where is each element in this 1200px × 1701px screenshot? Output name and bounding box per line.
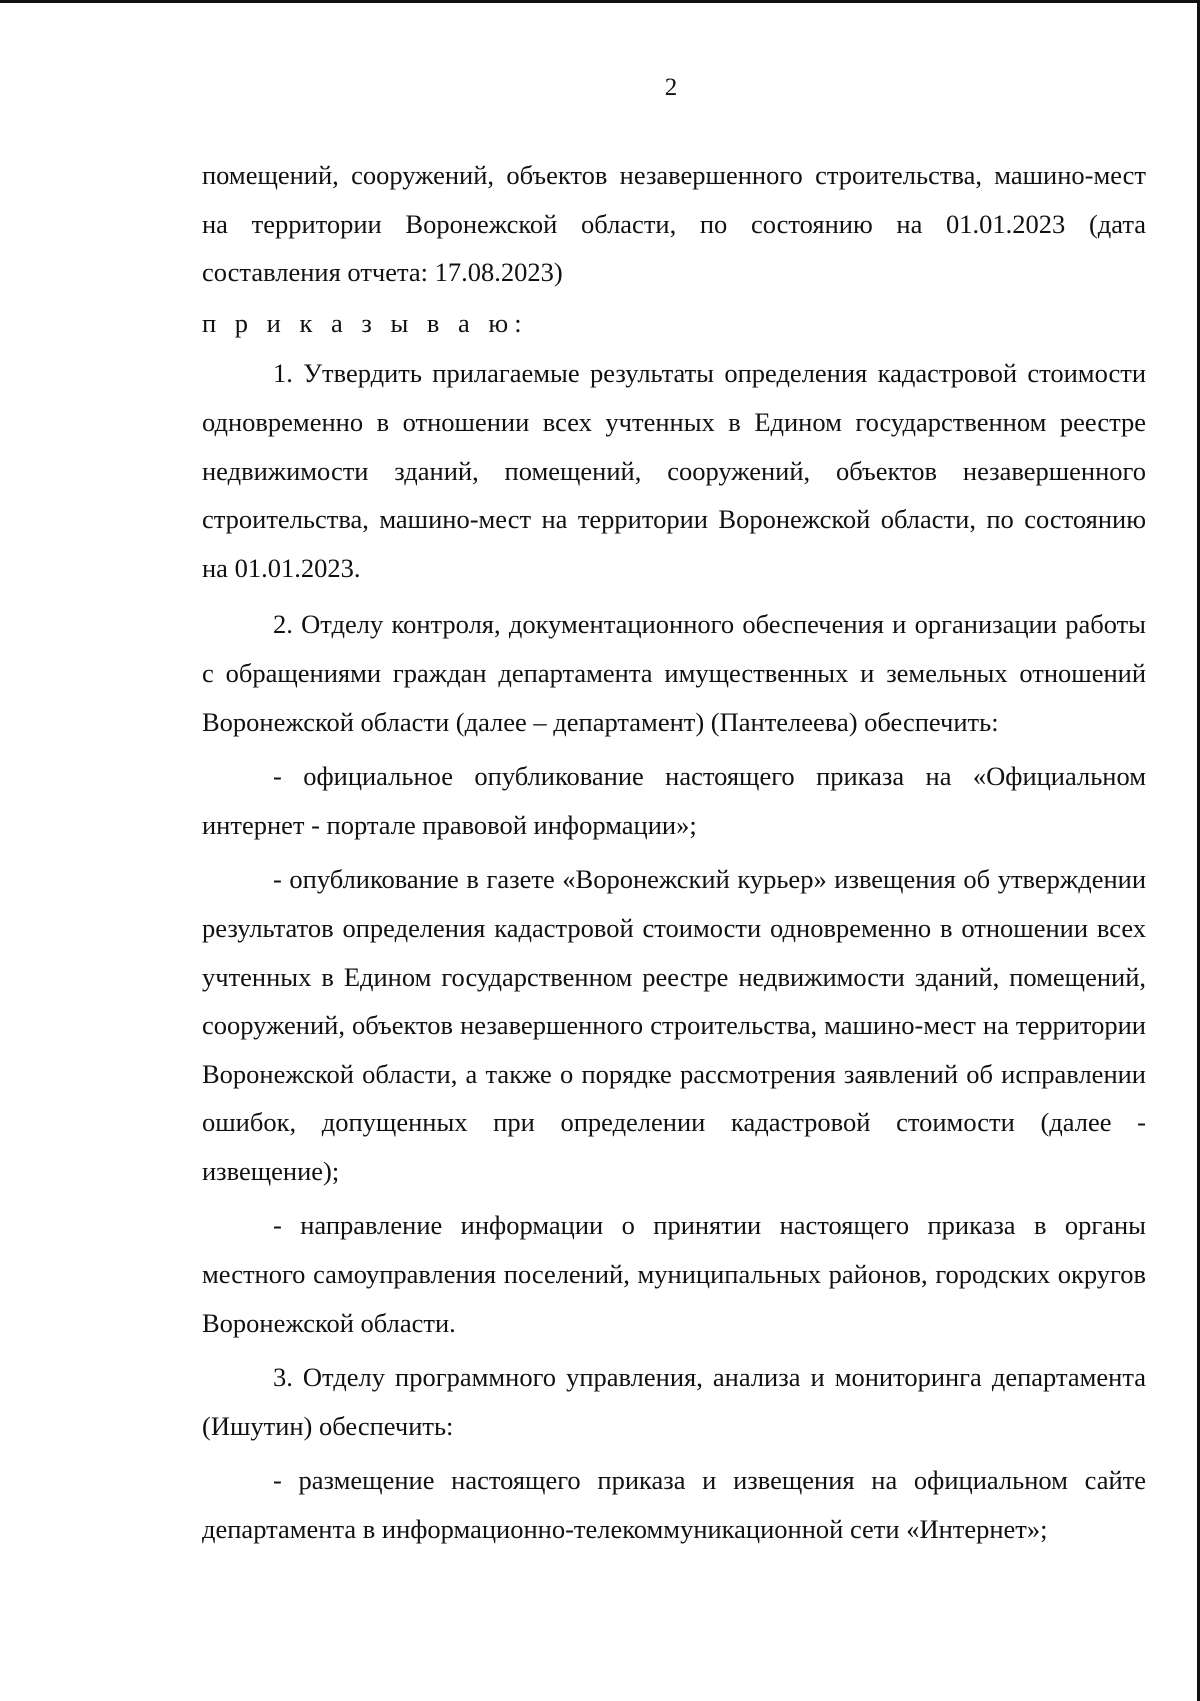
scan-border-top bbox=[0, 0, 1200, 3]
paragraph-order-word: п р и к а з ы в а ю: bbox=[202, 307, 528, 338]
page-number: 2 bbox=[664, 74, 678, 101]
paragraph-item-2: 2. Отделу контроля, документационного обеспечения и организации работы с обращениями граждан департамента имущественных и земельных отношений Воронежской области (далее – департамент) (Пантелеева) обеспечить: bbox=[202, 609, 1146, 737]
paragraph-item-2-bullet-2: - опубликование в газете «Воронежский курьер» извещения об утверждении результатов определения кадастровой стоимости одновременно в отношении всех учтенных в Едином государственном реестре недвижимости зданий, помещений, сооружений, объектов незавершенного строительства, машино-мест на территории Воронежской области, а также о порядке рассмотрения заявлений об исправлении ошибок, допущенных при определении кадастровой стоимости (далее - извещение); bbox=[202, 864, 1146, 1186]
paragraph-item-2-bullet-1: - официальное опубликование настоящего приказа на «Официальном интернет - портале правовой информации»; bbox=[202, 761, 1146, 840]
paragraph-continuation: помещений, сооружений, объектов незавершенного строительства, машино-мест на территории Воронежской области, по состоянию на 01.01.2023 (дата составления отчета: 17.08.2023) bbox=[202, 160, 1146, 288]
paragraph-item-3-bullet-1: - размещение настоящего приказа и извещения на официальном сайте департамента в информационно-телекоммуникационной сети «Интернет»; bbox=[202, 1465, 1146, 1545]
document-body bbox=[202, 151, 1146, 1554]
paragraph-item-3: 3. Отделу программного управления, анализа и мониторинга департамента (Ишутин) обеспечить: bbox=[202, 1362, 1146, 1441]
paragraph-item-1: 1. Утвердить прилагаемые результаты определения кадастровой стоимости одновременно в отношении всех учтенных в Едином государственном реестре недвижимости зданий, помещений, сооружений, объектов незавершенного строительства, машино-мест на территории Воронежской области, по состоянию на 01.01.2023. bbox=[202, 358, 1146, 583]
paragraph-item-2-bullet-3: - направление информации о принятии настоящего приказа в органы местного самоуправления поселений, муниципальных районов, городских округов Воронежской области. bbox=[202, 1210, 1146, 1338]
